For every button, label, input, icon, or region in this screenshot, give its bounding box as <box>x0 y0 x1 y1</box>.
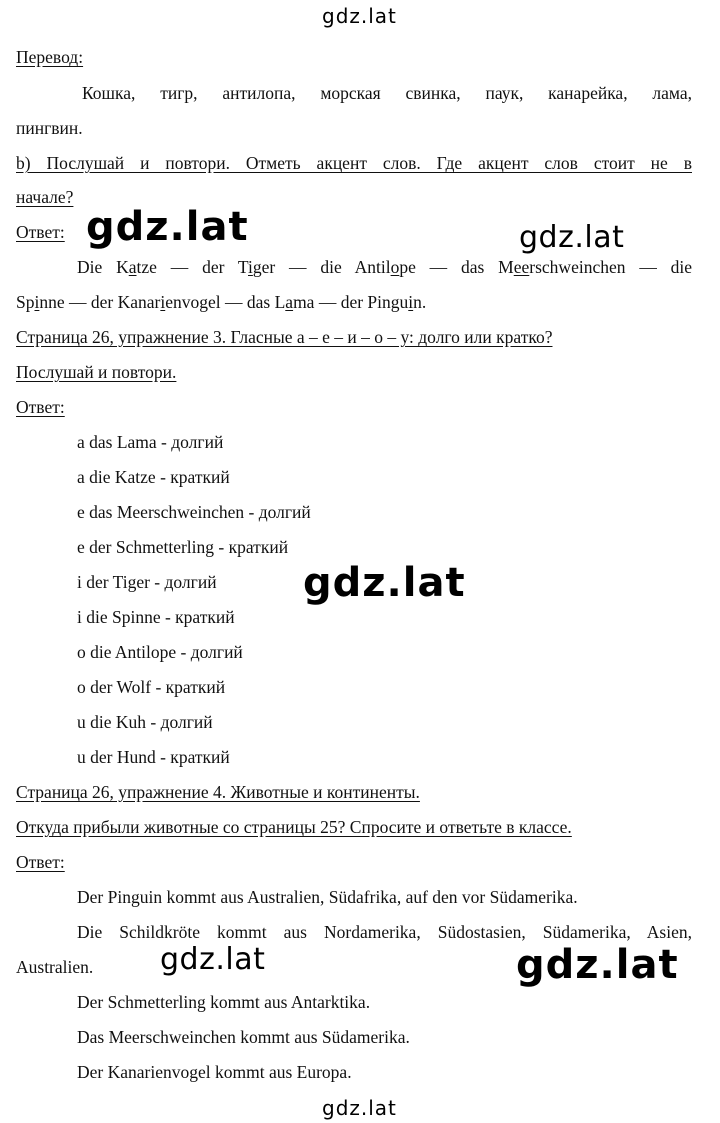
translation-heading: Перевод: <box>16 47 84 67</box>
watermark-answer-left: gdz.lat <box>86 204 249 250</box>
exercise-3-heading: Страница 26, упражнение 3. Гласные а – е – и – о – у: долго или кратко? <box>16 327 553 347</box>
vowel-item: u der Hund - краткий <box>77 747 230 767</box>
stressed-vowel: o <box>390 257 400 277</box>
answer-sentence: Der Kanarienvogel kommt aus Europa. <box>77 1062 352 1082</box>
answer-sentence: Das Meerschweinchen kommt aus Südamerika. <box>77 1027 410 1047</box>
vowel-item: a das Lama - долгий <box>77 432 224 452</box>
task-b-line-2: начале? <box>16 187 74 207</box>
exercise-4-subheading: Откуда прибыли животные со страницы 25? Спросите и ответьте в классе. <box>16 817 572 837</box>
answer-label-1: Ответ: <box>16 222 65 242</box>
stress-line-2 <box>16 291 692 313</box>
stressed-vowel: i <box>248 257 253 277</box>
task-b-line-1: b) Послушай и повтори. Отметь акцент слов. Где акцент слов стоит не в <box>16 153 692 173</box>
vowel-item: i der Tiger - долгий <box>77 572 217 592</box>
watermark-middle: gdz.lat <box>303 560 466 606</box>
watermark-footer: gdz.lat <box>322 1096 397 1120</box>
watermark-bottom-right: gdz.lat <box>516 942 679 988</box>
vowel-item: e der Schmetterling - краткий <box>77 537 289 557</box>
answer-sentence: Australien. <box>16 957 94 977</box>
stress-text: envogel — das L <box>165 292 286 312</box>
answer-sentence: Der Pinguin kommt aus Australien, Südafrika, auf den vor Südamerika. <box>77 887 578 907</box>
vowel-item: o der Wolf - краткий <box>77 677 226 697</box>
translation-line-1: Кошка, тигр, антилопа, морская свинка, паук, канарейка, лама, <box>82 83 692 103</box>
vowel-item: a die Katze - краткий <box>77 467 230 487</box>
vowel-item: i die Spinne - краткий <box>77 607 235 627</box>
answer-sentence: Die Schildkröte kommt aus Nordamerika, Südostasien, Südamerika, Asien, <box>77 922 692 942</box>
exercise-3-answer-label: Ответ: <box>16 397 65 417</box>
stressed-vowel: i <box>34 292 40 312</box>
stress-text: nne — der Kanar <box>39 292 161 312</box>
stress-line-1 <box>77 256 692 278</box>
answer-sentence: Der Schmetterling kommt aus Antarktika. <box>77 992 371 1012</box>
stress-text: tze — der T <box>136 257 248 277</box>
stress-text: n. <box>413 292 427 312</box>
translation-line-2: пингвин. <box>16 118 83 138</box>
exercise-4-answer-label: Ответ: <box>16 852 65 872</box>
stressed-vowel: a <box>128 257 137 277</box>
stressed-vowel: i <box>160 292 166 312</box>
vowel-item: e das Meerschweinchen - долгий <box>77 502 311 522</box>
stress-text: ger — die Antil <box>252 257 391 277</box>
stress-text: pe — das M <box>399 257 514 277</box>
vowel-item: u die Kuh - долгий <box>77 712 213 732</box>
stress-text: ma — der Pingu <box>293 292 409 312</box>
exercise-4-heading: Страница 26, упражнение 4. Животные и континенты. <box>16 782 420 802</box>
watermark-bottom-left: gdz.lat <box>160 942 266 977</box>
stressed-vowel: i <box>408 292 414 312</box>
stressed-vowel: a <box>285 292 294 312</box>
vowel-item: o die Antilope - долгий <box>77 642 243 662</box>
stress-text: rschweinchen — die <box>529 257 693 277</box>
stress-text: Die K <box>77 257 129 277</box>
stress-text: Sp <box>16 292 35 312</box>
stressed-vowel: ee <box>513 257 530 277</box>
watermark-top: gdz.lat <box>322 4 397 28</box>
exercise-3-subheading: Послушай и повтори. <box>16 362 177 382</box>
watermark-answer-right: gdz.lat <box>519 220 625 255</box>
